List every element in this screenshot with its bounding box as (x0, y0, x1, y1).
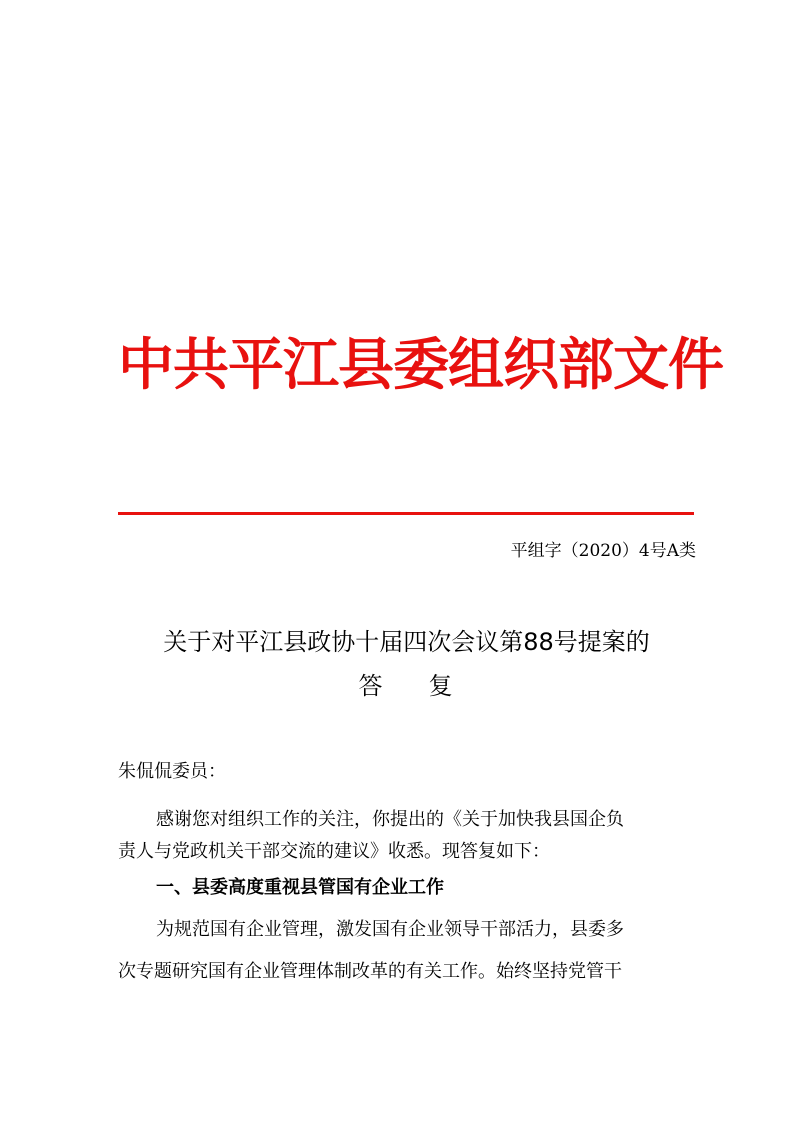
masthead-red-rule (118, 512, 694, 515)
title-char-da: 答 (358, 672, 385, 700)
document-number: 平组字（2020）4号A类 (510, 541, 696, 561)
title-char-fu: 复 (428, 672, 455, 700)
document-masthead: 中共平江县委组织部文件 (118, 333, 723, 398)
paragraph-1-line-2: 责人与党政机关干部交流的建议》收悉。现答复如下： (118, 841, 550, 862)
paragraph-2-line-2: 次专题研究国有企业管理体制改革的有关工作。始终坚持党管干 (118, 961, 622, 982)
section-heading-1: 一、县委高度重视县管国有企业工作 (156, 877, 444, 898)
document-title-line2 (100, 666, 713, 706)
paragraph-1-line-1: 感谢您对组织工作的关注，你提出的《关于加快我县国企负 (156, 809, 624, 830)
paragraph-2-line-1: 为规范国有企业管理，激发国有企业领导干部活力，县委多 (156, 919, 624, 940)
document-title-line1: 关于对平江县政协十届四次会议第88号提案的 (163, 628, 650, 656)
salutation: 朱侃侃委员： (118, 761, 226, 782)
